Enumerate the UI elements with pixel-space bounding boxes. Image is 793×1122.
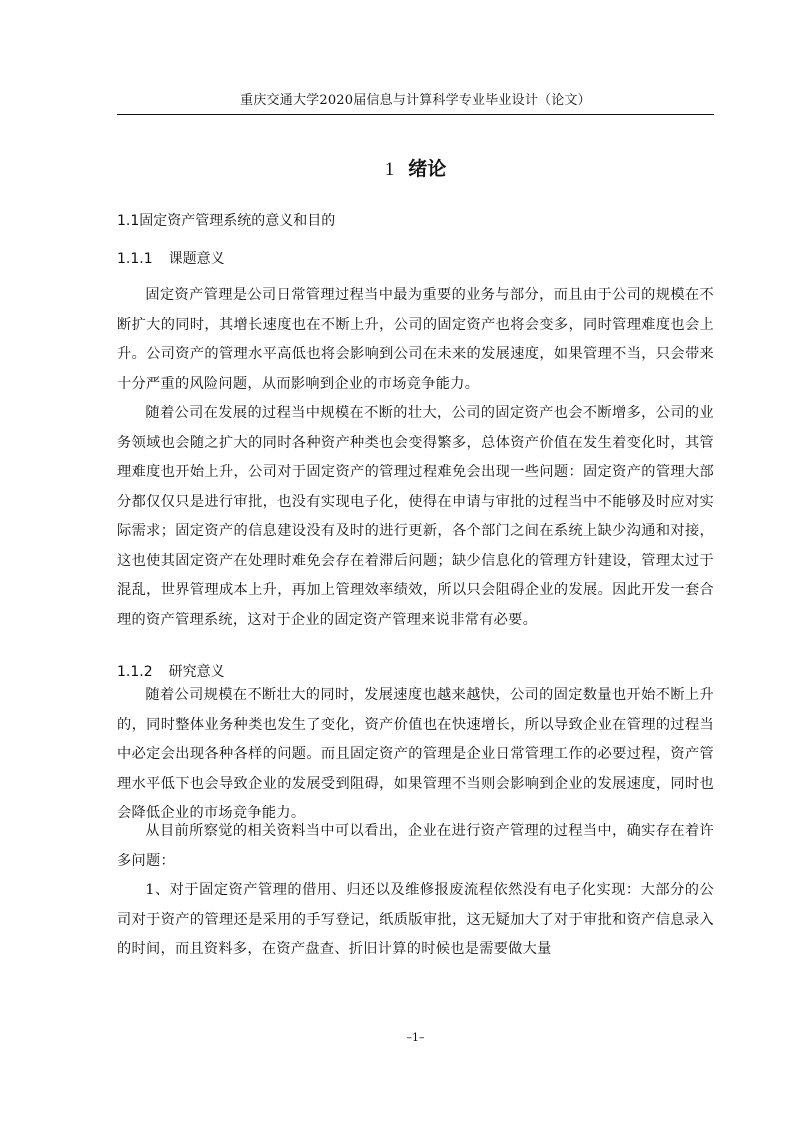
section-heading-1-1 bbox=[117, 211, 335, 231]
body-paragraph: 随着公司规模在不断壮大的同时，发展速度也越来越快，公司的固定数量也开始不断上升的，同时整体业务种类也发生了变化，资产价值也在快速增长，所以导致企业在管理的过程当中必定会出现各种各样的问题。而且固定资产的管理是企业日常管理工作的必要过程，资产管理水平低下也会导致企业的发展受到阻碍，如果管理不当则会影响到企业的发展速度，同时也会降低企业的市场竞争能力。 bbox=[117, 687, 714, 821]
subsection-number: 1.1.1 bbox=[117, 251, 153, 267]
body-paragraph: 固定资产管理是公司日常管理过程当中最为重要的业务与部分，而且由于公司的规模在不断扩大的同时，其增长速度也在不断上升，公司的固定资产也将会变多，同时管理难度也会上升。公司资产的管理水平高低也将会影响到公司在未来的发展速度，如果管理不当，只会带来十分严重的风险问题，从而影响到企业的市场竞争能力。 bbox=[117, 287, 714, 392]
header-rule bbox=[117, 114, 714, 115]
subsection-heading-1-1-2 bbox=[117, 662, 225, 682]
chapter-number: 1 bbox=[384, 159, 395, 180]
chapter-title-text: 绪论 bbox=[408, 158, 447, 180]
subsection-title: 研究意义 bbox=[168, 664, 225, 680]
page-number: –1– bbox=[406, 1031, 425, 1044]
section-title: 固定资产管理系统的意义和目的 bbox=[139, 213, 336, 229]
list-item-paragraph: 1、对于固定资产管理的借用、归还以及维修报废流程依然没有电子化实现：大部分的公司对于资产的管理还是采用的手写登记，纸质版审批，这无疑加大了对于审批和资产信息录入的时间，而且资料多，在资产盘查、折旧计算的时候也是需要做大量 bbox=[117, 882, 714, 957]
subsection-title: 课题意义 bbox=[168, 251, 225, 267]
body-paragraph: 随着公司在发展的过程当中规模在不断的壮大，公司的固定资产也会不断增多，公司的业务领域也会随之扩大的同时各种资产种类也会变得繁多，总体资产价值在发生着变化时，其管理难度也开始上升，公司对于固定资产的管理过程难免会出现一些问题：固定资产的管理大部分都仅仅只是进行审批，也没有实现电子化，使得在申请与审批的过程当中不能够及时应对实际需求；固定资产的信息建设没有及时的进行更新，各个部门之间在系统上缺少沟通和对接，这也使其固定资产在处理时难免会存在着滞后问题；缺少信息化的管理方针建设，管理太过于混乱，世界管理成本上升，再加上管理效率绩效，所以只会阻碍企业的发展。因此开发一套合理的资产管理系统，这对于企业的固定资产管理来说非常有必要。 bbox=[117, 405, 714, 628]
subsection-number: 1.1.2 bbox=[117, 664, 153, 680]
body-paragraph: 从目前所察觉的相关资料当中可以看出，企业在进行资产管理的过程当中，确实存在着许多问题： bbox=[117, 823, 714, 869]
section-number: 1.1 bbox=[117, 213, 140, 229]
running-header: 重庆交通大学2020届信息与计算科学专业毕业设计（论文） bbox=[240, 93, 591, 108]
chapter-title bbox=[117, 156, 714, 183]
subsection-heading-1-1-1 bbox=[117, 249, 225, 269]
